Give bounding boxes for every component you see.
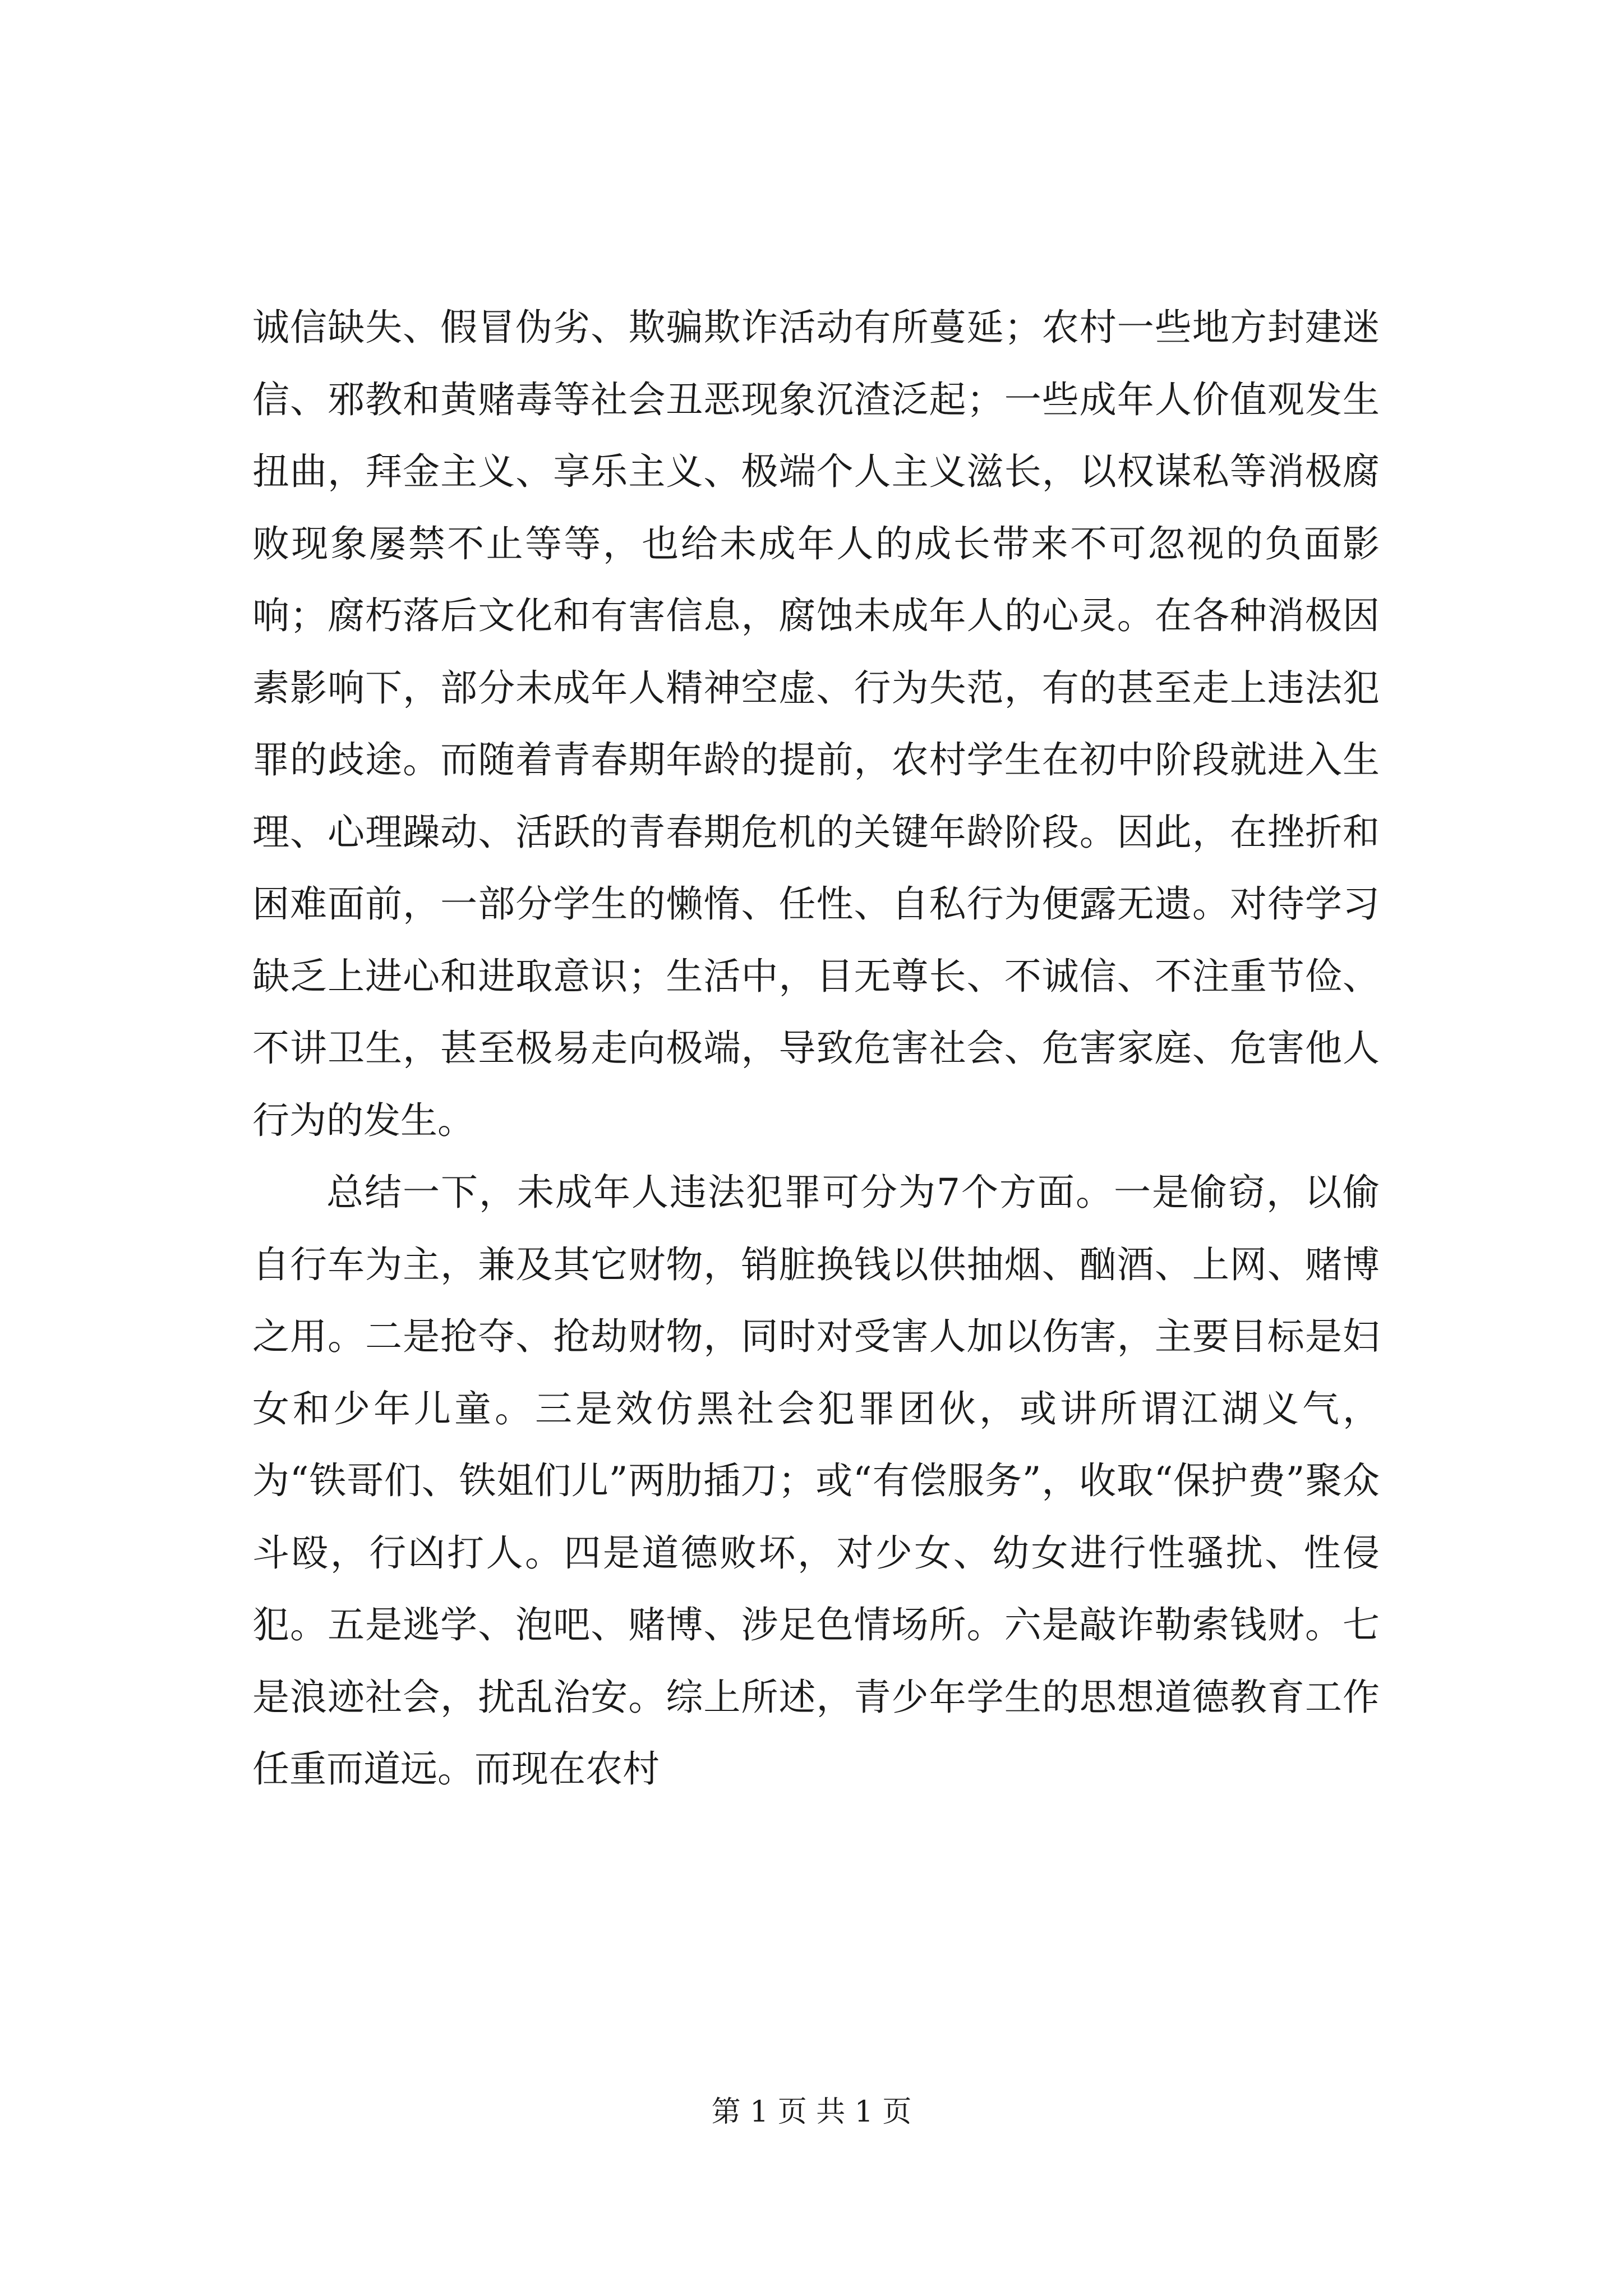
paragraph-summary: 总结一下，未成年人违法犯罪可分为7个方面。一是偷窃，以偷自行车为主，兼及其它财物，销脏换钱以供抽烟、酗酒、上网、赌博之用。二是抢夺、抢劫财物，同时对受害人加以伤害，主要目标是妇女和少年儿童。三是效仿黑社会犯罪团伙，或讲所谓江湖义气，为“铁哥们、铁姐们儿”两肋插刀；或“有偿服务”，收取“保护费”聚众斗殴，行凶打人。四是道德败坏，对少女、幼女进行性骚扰、性侵犯。五是逃学、泡吧、赌博、涉足色情场所。六是敲诈勒索钱财。七是浪迹社会，扰乱治安。综上所述，青少年学生的思想道德教育工作任重而道远。而现在农村 [252,1171,1380,1791]
document-body [252,292,1380,1806]
page-footer [0,2092,1623,2132]
paragraph-continuation: 诚信缺失、假冒伪劣、欺骗欺诈活动有所蔓延；农村一些地方封建迷信、邪教和黄赌毒等社会丑恶现象沉渣泛起；一些成年人价值观发生扭曲，拜金主义、享乐主义、极端个人主义滋长，以权谋私等消极腐败现象屡禁不止等等，也给未成年人的成长带来不可忽视的负面影响；腐朽落后文化和有害信息，腐蚀未成年人的心灵。在各种消极因素影响下，部分未成年人精神空虚、行为失范，有的甚至走上违法犯罪的歧途。而随着青春期年龄的提前，农村学生在初中阶段就进入生理、心理躁动、活跃的青春期危机的关键年龄阶段。因此，在挫折和困难面前，一部分学生的懒惰、任性、自私行为便露无遗。对待学习缺乏上进心和进取意识；生活中，目无尊长、不诚信、不注重节俭、不讲卫生，甚至极易走向极端，导致危害社会、危害家庭、危害他人行为的发生。 [252,306,1380,1142]
page-number-label: 第 1 页 共 1 页 [711,2095,912,2129]
